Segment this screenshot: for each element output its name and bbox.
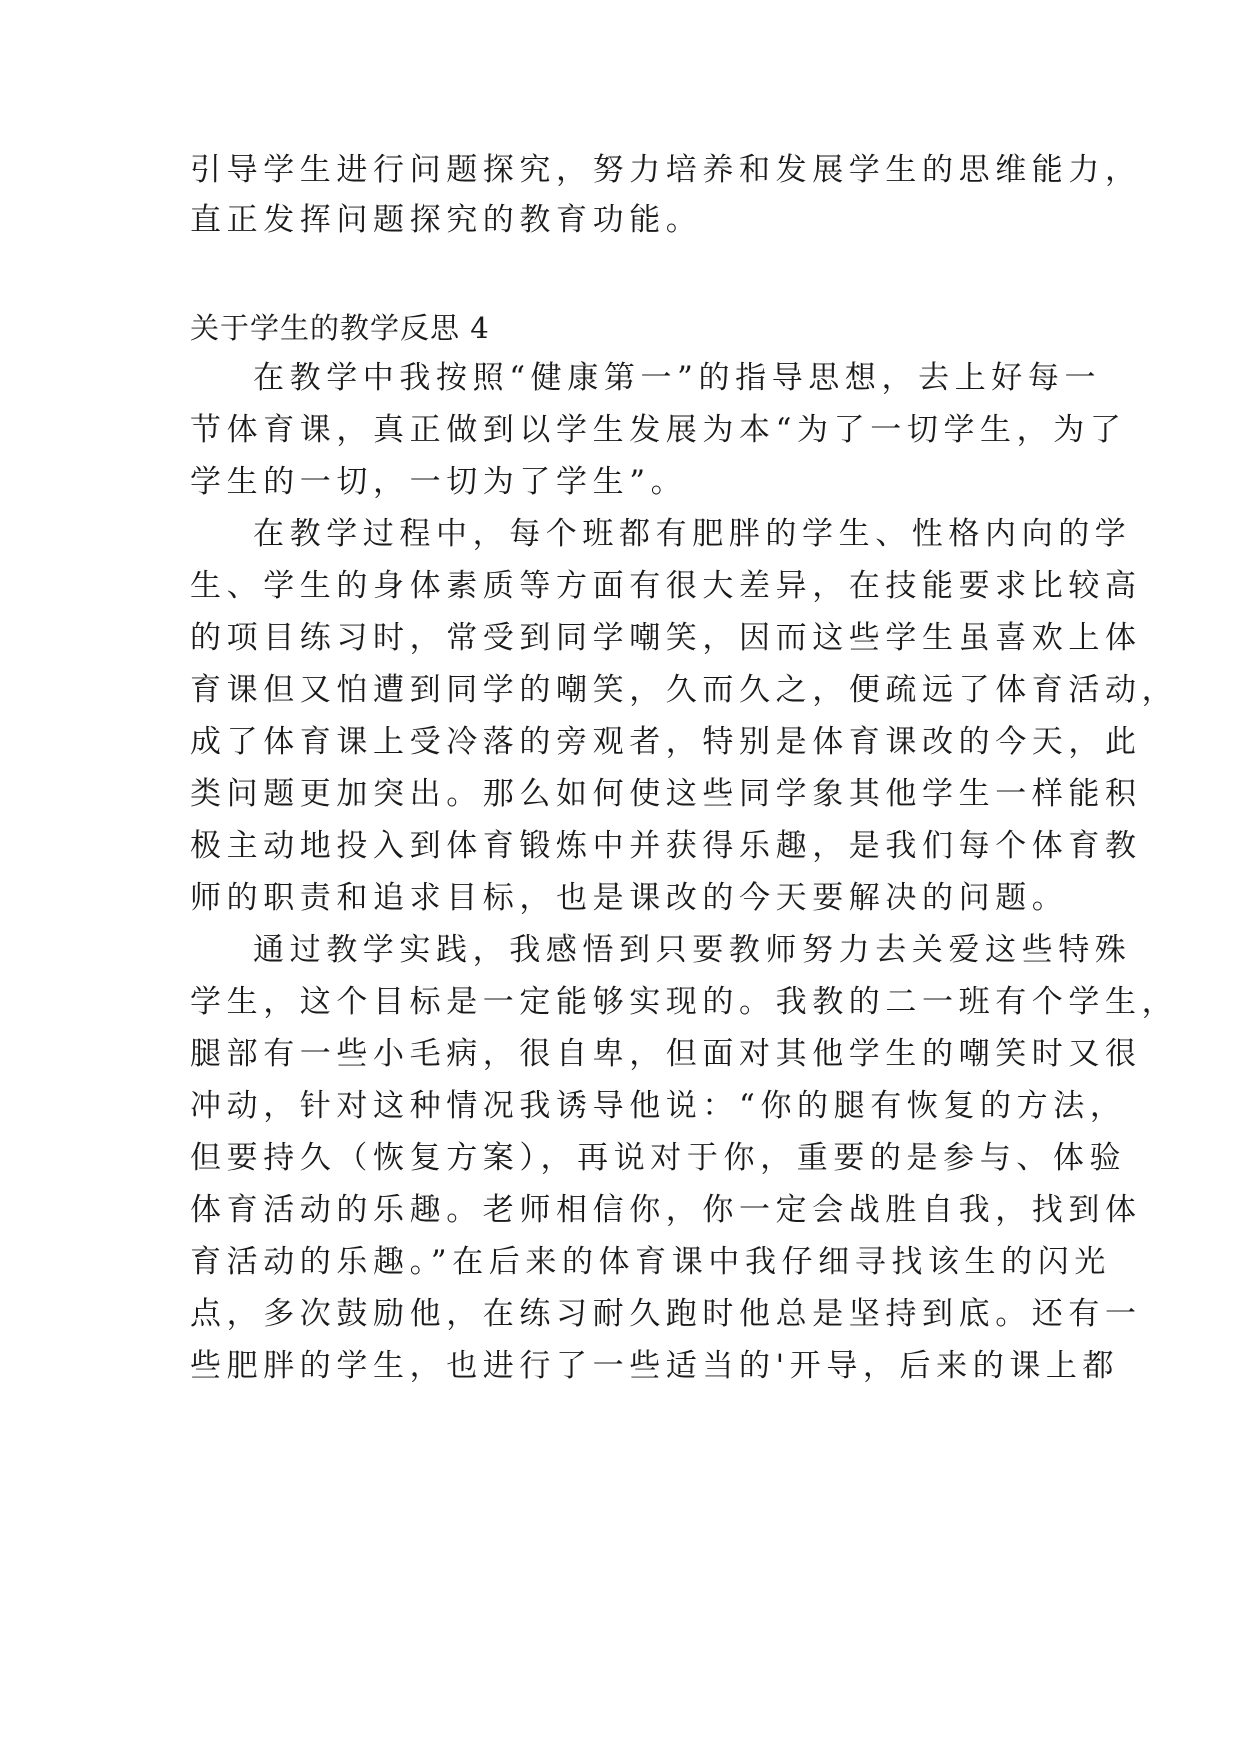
paragraph-3-line-6: 体育活动的乐趣。老师相信你，你一定会战胜自我，找到体 [190, 1192, 1142, 1228]
paragraph-2-line-8: 师的职责和追求目标，也是课改的今天要解决的问题。 [190, 880, 1069, 916]
paragraph-3-line-2: 学生，这个目标是一定能够实现的。我教的二一班有个学生， [190, 984, 1179, 1020]
paragraph-2-line-7: 极主动地投入到体育锻炼中并获得乐趣，是我们每个体育教 [190, 828, 1142, 864]
paragraph-3-line-9: 些肥胖的学生，也进行了一些适当的'开导，后来的课上都 [190, 1348, 1120, 1384]
paragraph-1-line-2: 节体育课，真正做到以学生发展为本“为了一切学生，为了 [190, 412, 1127, 448]
intro-line-2: 直正发挥问题探究的教育功能。 [190, 202, 703, 238]
paragraph-3-line-7: 育活动的乐趣。”在后来的体育课中我仔细寻找该生的闪光 [190, 1244, 1111, 1280]
paragraph-2-line-4: 育课但又怕遭到同学的嘲笑，久而久之，便疏远了体育活动， [190, 672, 1179, 708]
paragraph-1-line-3: 学生的一切，一切为了学生”。 [190, 464, 688, 500]
section-title: 关于学生的教学反思 4 [190, 311, 490, 345]
paragraph-3-line-8: 点，多次鼓励他，在练习耐久跑时他总是坚持到底。还有一 [190, 1296, 1142, 1332]
paragraph-2-line-6: 类问题更加突出。那么如何使这些同学象其他学生一样能积 [190, 776, 1142, 812]
paragraph-3-line-1: 通过教学实践，我感悟到只要教师努力去关爱这些特殊 [253, 932, 1132, 968]
paragraph-3-line-3: 腿部有一些小毛病，很自卑，但面对其他学生的嘲笑时又很 [190, 1036, 1142, 1072]
paragraph-2-line-1: 在教学过程中，每个班都有肥胖的学生、性格内向的学 [253, 516, 1132, 552]
paragraph-1-line-1: 在教学中我按照“健康第一”的指导思想，去上好每一 [253, 360, 1102, 396]
paragraph-2-line-2: 生、学生的身体素质等方面有很大差异，在技能要求比较高 [190, 568, 1142, 604]
paragraph-2-line-3: 的项目练习时，常受到同学嘲笑，因而这些学生虽喜欢上体 [190, 620, 1142, 656]
paragraph-3-line-5: 但要持久（恢复方案），再说对于你，重要的是参与、体验 [190, 1140, 1127, 1176]
paragraph-3-line-4: 冲动，针对这种情况我诱导他说：“你的腿有恢复的方法， [190, 1088, 1127, 1124]
intro-line-1: 引导学生进行问题探究，努力培养和发展学生的思维能力， [190, 152, 1142, 188]
paragraph-2-line-5: 成了体育课上受冷落的旁观者，特别是体育课改的今天，此 [190, 724, 1142, 760]
